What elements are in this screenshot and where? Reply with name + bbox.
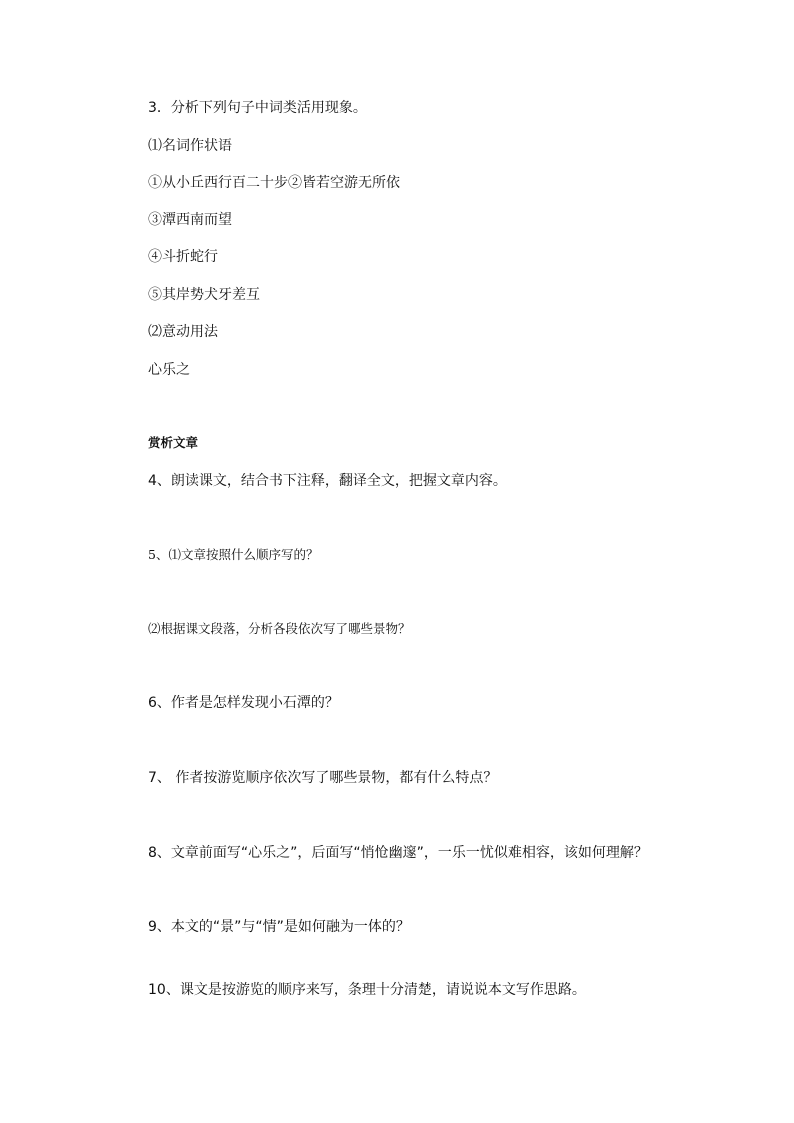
question-5-part-2: ⑵根据课文段落，分析各段依次写了哪些景物？ (148, 621, 411, 636)
question-3-title: 3．分析下列句子中词类活用现象。 (148, 100, 367, 116)
example-sentence-4: ④斗折蛇行 (148, 249, 218, 265)
subheading-noun-adverbial: ⑴名词作状语 (148, 138, 232, 154)
subheading-putative-usage: ⑵意动用法 (148, 324, 218, 340)
section-heading-appreciation: 赏析文章 (148, 435, 199, 450)
question-7: 7、 作者按游览顺序依次写了哪些景物，都有什么特点？ (148, 770, 498, 786)
question-4: 4、朗读课文，结合书下注释，翻译全文，把握文章内容。 (148, 473, 507, 489)
example-sentence-1-2: ①从小丘西行百二十步②皆若空游无所依 (148, 175, 400, 191)
example-sentence-3: ③潭西南而望 (148, 212, 232, 228)
question-9: 9、本文的“景”与“情”是如何融为一体的？ (148, 919, 410, 935)
example-sentence-xinlezhi: 心乐之 (148, 362, 190, 378)
question-8: 8、文章前面写“心乐之”，后面写“悄怆幽邃”，一乐一忧似难相容，该如何理解？ (148, 845, 648, 861)
question-6: 6、作者是怎样发现小石潭的？ (148, 695, 339, 711)
question-5-part-1: 5、⑴文章按照什么顺序写的？ (148, 547, 319, 562)
question-10: 10、课文是按游览的顺序来写，条理十分清楚，请说说本文写作思路。 (148, 982, 586, 998)
example-sentence-5: ⑤其岸势犬牙差互 (148, 287, 260, 303)
